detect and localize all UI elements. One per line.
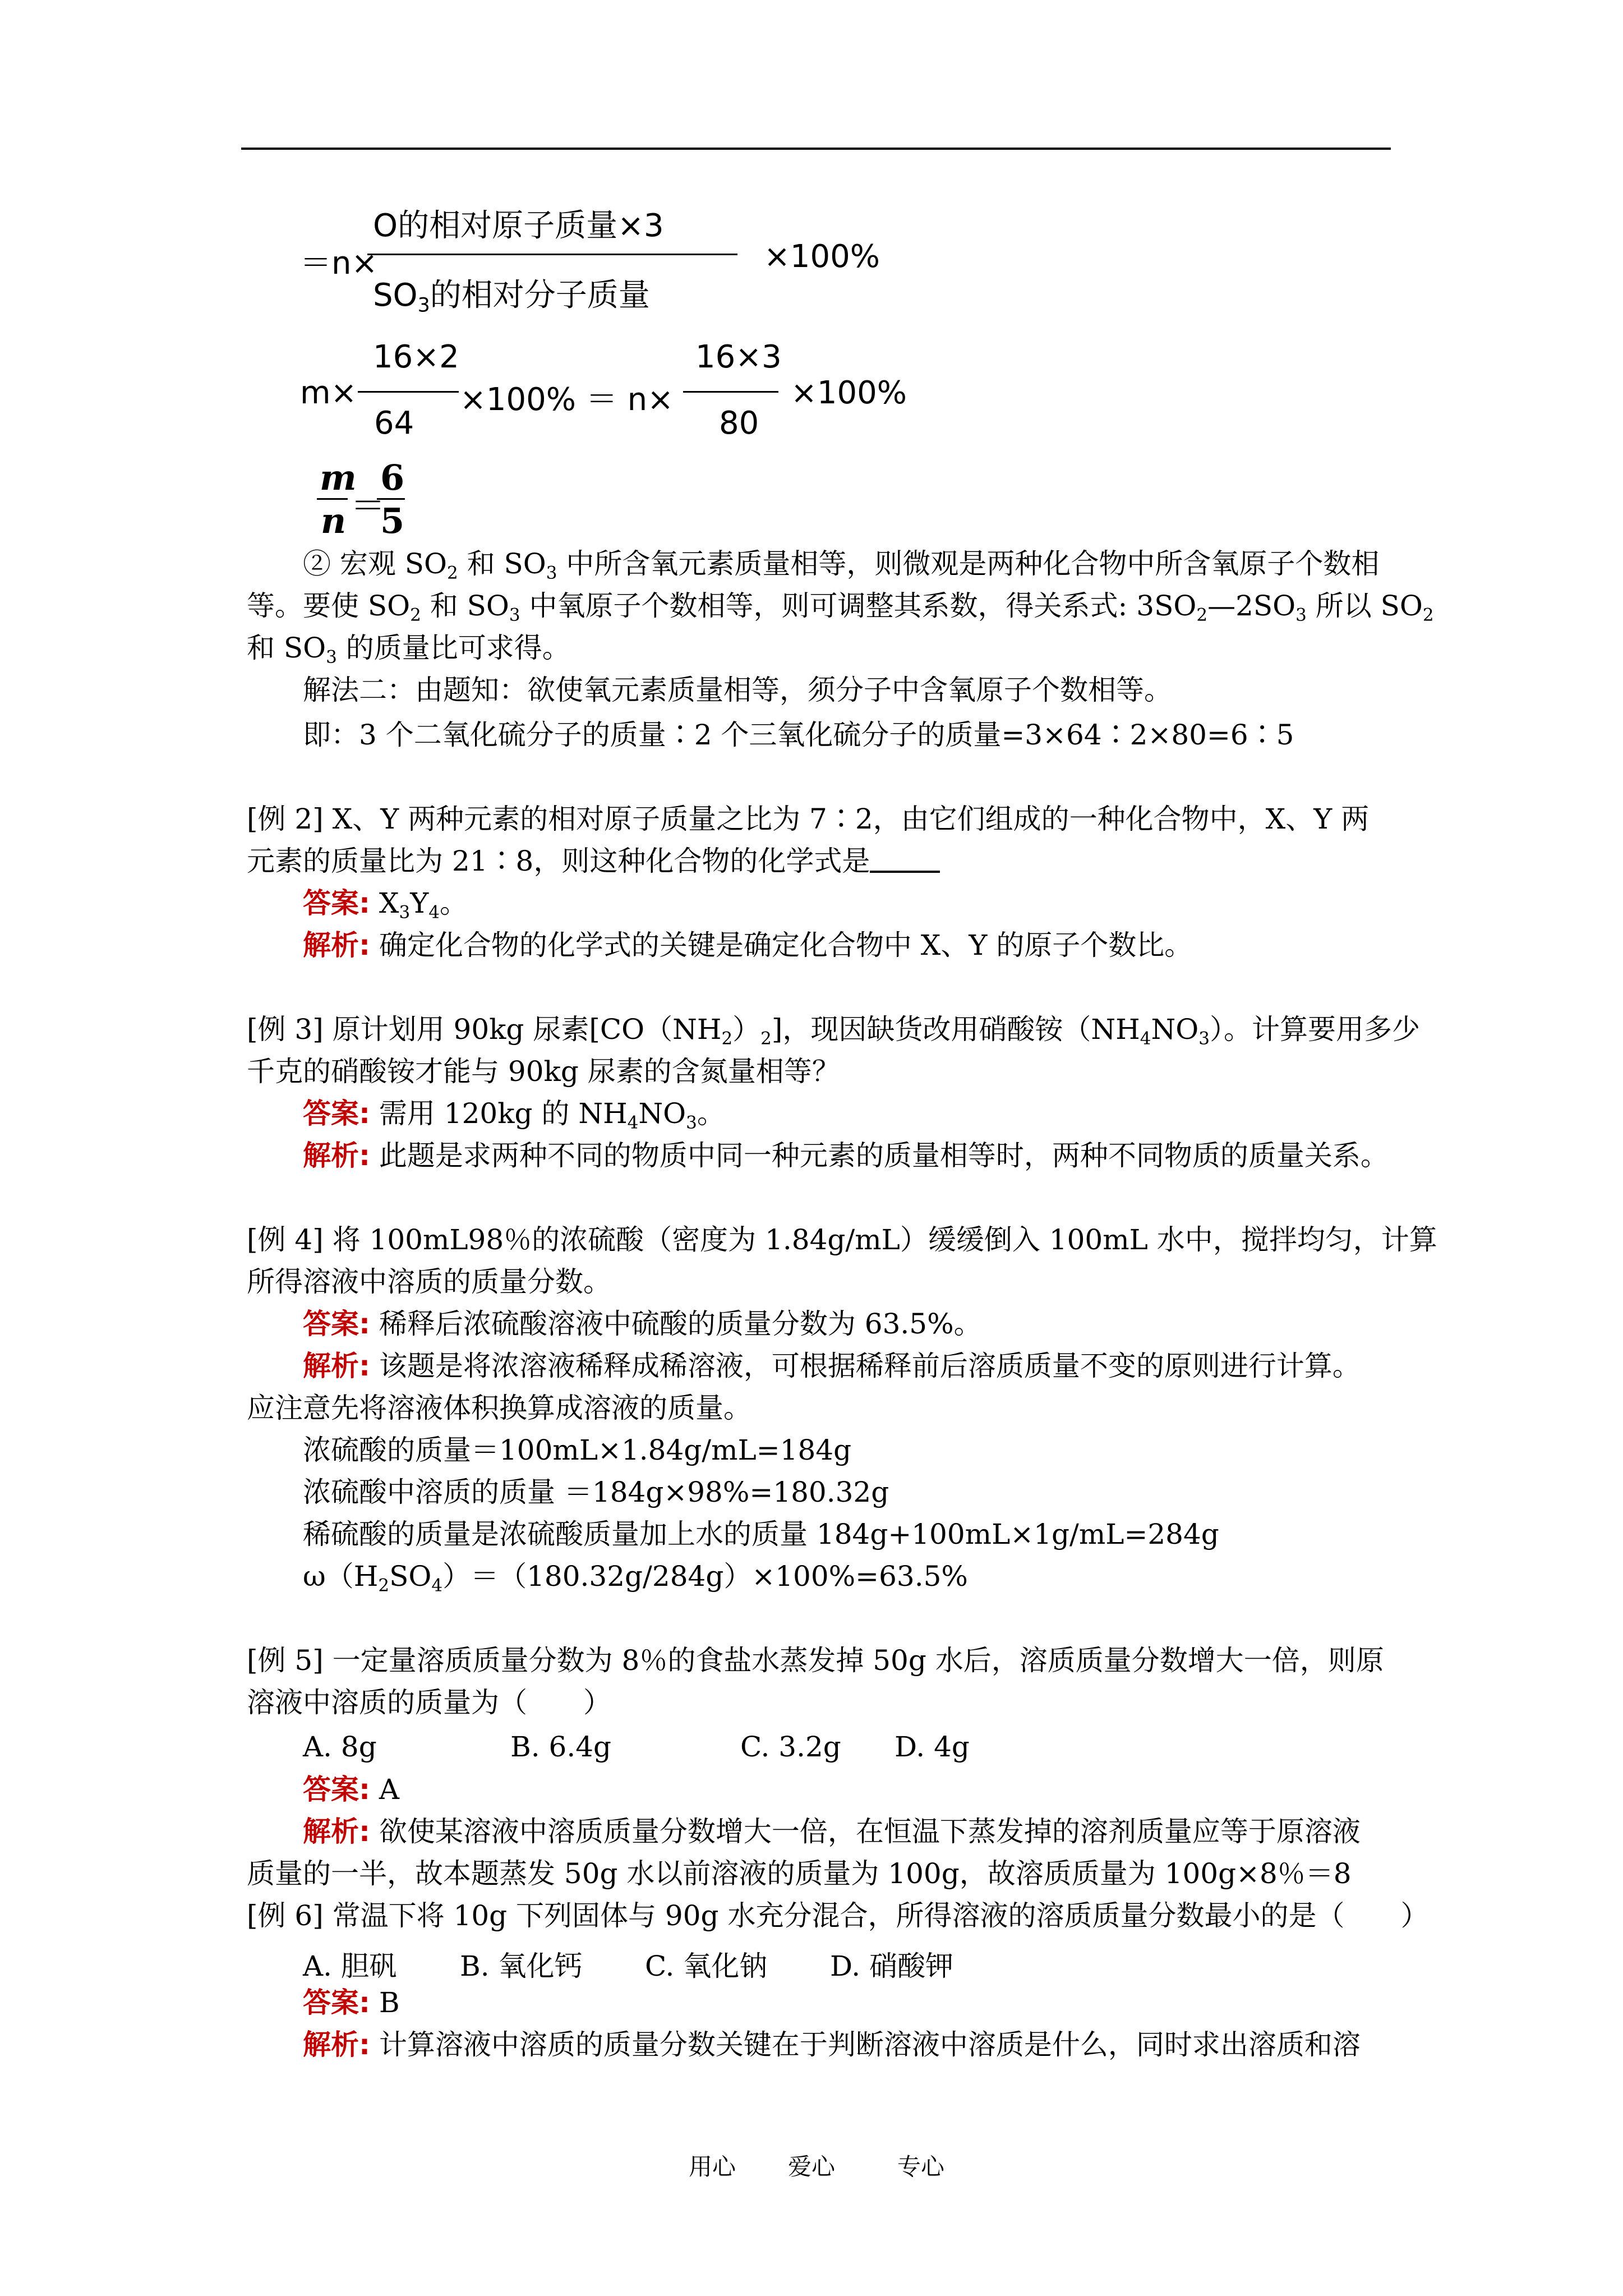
para2-line2: 等。要使 $SO_2$ 和 $SO_3$ 中氧原子个数相等，则可调整其系数，得关系式: $3SO_2—2SO_3$ 所以 $SO_2$ [247, 590, 1434, 625]
ex5-question-line2: 溶液中溶质的质量为（ ） [247, 1686, 611, 1719]
formula-line2-num2: 16×3 [695, 339, 782, 375]
formula-line1-prefix: ＝n× [300, 245, 378, 282]
ex3-question-line2: 千克的硝酸铵才能与 90kg 尿素的含氮量相等？ [247, 1055, 840, 1088]
ex6-choice-d: D. 硝酸钾 [830, 1950, 954, 1982]
ex2-question-line2: 元素的质量比为 21∶8，则这种化合物的化学式是 [247, 844, 940, 878]
para2-line1: ② 宏观 $SO_2$ 和 $SO_3$ 中所含氧元素质量相等，则微观是两种化合物中所含氧原子个数相 [303, 547, 1380, 583]
footer-text-1: 用心 [689, 2153, 736, 2180]
method2-line1: 解法二：由题知：欲使氧元素质量相等，须分子中含氧原子个数相等。 [303, 674, 1172, 706]
ratio-bar-mn [317, 498, 348, 500]
ex5-analysis: 解析: 欲使某溶液中溶质质量分数增大一倍，在恒温下蒸发掉的溶剂质量应等于原溶液 [303, 1815, 1361, 1848]
analysis-label: 解析: [303, 1139, 370, 1172]
analysis-label: 解析: [303, 929, 370, 961]
ratio-value-den: 5 [380, 500, 405, 541]
method2-line2: 即：3 个二氧化硫分子的质量∶2 个三氧化硫分子的质量=3×64∶2×80=6∶5 [303, 719, 1294, 751]
ex5-choice-b: B. 6.4g [510, 1731, 612, 1763]
ex2-answer: 答案: $X_3Y_4$。 [303, 887, 468, 923]
formula-line1-fraction-bar [367, 254, 737, 255]
analysis-label: 解析: [303, 1815, 370, 1848]
ex6-choice-c: C. 氧化钠 [645, 1950, 768, 1982]
ex4-calc4: $\omega(H_2SO_4)=(180.32g/284g)\times 100\%=63.5\%$ [303, 1560, 968, 1596]
formula-line1-numerator: O的相对原子质量×3 [373, 208, 664, 244]
answer-label: 答案: [303, 1986, 370, 2019]
analysis-label: 解析: [303, 1350, 370, 1382]
formula-line2-m: m× [300, 375, 357, 411]
answer-label: 答案: [303, 887, 370, 919]
ex3-analysis: 解析: 此题是求两种不同的物质中同一种元素的质量相等时，两种不同物质的质量关系。 [303, 1139, 1389, 1172]
formula-line1-suffix: ×100% [764, 238, 880, 275]
answer-label: 答案: [303, 1097, 370, 1130]
ex5-question-line1: [例 5] 一定量溶质质量分数为 8％的食盐水蒸发掉 50g 水后，溶质质量分数增大一倍，则原 [247, 1644, 1384, 1677]
ex4-calc1: 浓硫酸的质量＝100mL×1.84g/mL=184g [303, 1434, 852, 1466]
ex4-analysis: 解析: 该题是将浓溶液稀释成稀溶液，可根据稀释前后溶质质量不变的原则进行计算。 [303, 1350, 1361, 1382]
ratio-bar-val [377, 498, 405, 500]
ex6-analysis: 解析: 计算溶液中溶质的质量分数关键在于判断溶液中溶质是什么，同时求出溶质和溶 [303, 2028, 1361, 2061]
ex4-calc3: 稀硫酸的质量是浓硫酸质量加上水的质量 184g+100mL×1g/mL=284g [303, 1518, 1219, 1550]
ex5-answer: 答案: A [303, 1773, 400, 1806]
answer-label: 答案: [303, 1308, 370, 1340]
formula-line2-suffix: ×100% [791, 375, 907, 411]
formula-line2-den2: 80 [719, 405, 759, 441]
formula-line2-fraction-bar2 [683, 391, 778, 393]
formula-line1-denominator: $SO_3$的相对分子质量 [373, 277, 650, 317]
ex5-choice-d: D. 4g [895, 1731, 970, 1763]
ex5-choice-a: A. 8g [303, 1731, 377, 1763]
header-rule [241, 148, 1391, 150]
ex4-question-line1: [例 4] 将 100mL98％的浓硫酸（密度为 1.84g/mL）缓缓倒入 100mL 水中，搅拌均匀，计算 [247, 1223, 1437, 1256]
ex3-answer: 答案: 需用 120kg 的 $NH_4NO_3$。 [303, 1097, 725, 1133]
ratio-equals: ＝ [351, 485, 386, 526]
ex6-answer: 答案: B [303, 1986, 400, 2019]
ratio-numerator-m: m [320, 457, 357, 498]
footer-text-2: 爱心 [788, 2153, 836, 2180]
ex3-question-line1: [例 3] 原计划用 90kg 尿素$[CO(NH_2)_2]$，现因缺货改用硝酸铵$(NH_4NO_3)$。计算要用多少 [247, 1013, 1420, 1049]
ex4-calc2: 浓硫酸中溶质的质量 ＝184g×98%=180.32g [303, 1476, 889, 1508]
ex2-analysis: 解析: 确定化合物的化学式的关键是确定化合物中 X、Y 的原子个数比。 [303, 929, 1193, 961]
ex6-question-line1: [例 6] 常温下将 10g 下列固体与 90g 水充分混合，所得溶液的溶质质量分数最小的是（ ） [247, 1899, 1429, 1932]
formula-line2-fraction-bar1 [358, 391, 459, 393]
ex2-answer-blank [870, 846, 940, 873]
formula-line2-num1: 16×2 [373, 339, 459, 375]
ex5-analysis-line2: 质量的一半，故本题蒸发 50g 水以前溶液的质量为 100g，故溶质质量为 100g×8％＝8 [247, 1857, 1352, 1890]
answer-label: 答案: [303, 1773, 370, 1806]
ex4-question-line2: 所得溶液中溶质的质量分数。 [247, 1266, 611, 1298]
para2-line3: 和 $SO_3$ 的质量比可求得。 [247, 632, 570, 668]
ratio-value-num: 6 [380, 457, 405, 498]
analysis-label: 解析: [303, 2028, 370, 2061]
ex2-question-line1: [例 2] X、Y 两种元素的相对原子质量之比为 7∶2，由它们组成的一种化合物中，X、Y 两 [247, 803, 1370, 835]
ex6-choice-a: A. 胆矾 [303, 1950, 397, 1982]
ex6-choice-b: B. 氧化钙 [460, 1950, 583, 1982]
ex4-analysis-line2: 应注意先将溶液体积换算成溶液的质量。 [247, 1392, 751, 1424]
ex5-choice-c: C. 3.2g [740, 1731, 841, 1763]
ratio-denominator-n: n [321, 500, 347, 541]
ex4-answer: 答案: 稀释后浓硫酸溶液中硫酸的质量分数为 63.5%。 [303, 1308, 982, 1340]
formula-line2-mid: ×100% ＝ n× [460, 381, 674, 418]
footer-text-3: 专心 [897, 2153, 945, 2180]
formula-line2-den1: 64 [374, 405, 414, 441]
